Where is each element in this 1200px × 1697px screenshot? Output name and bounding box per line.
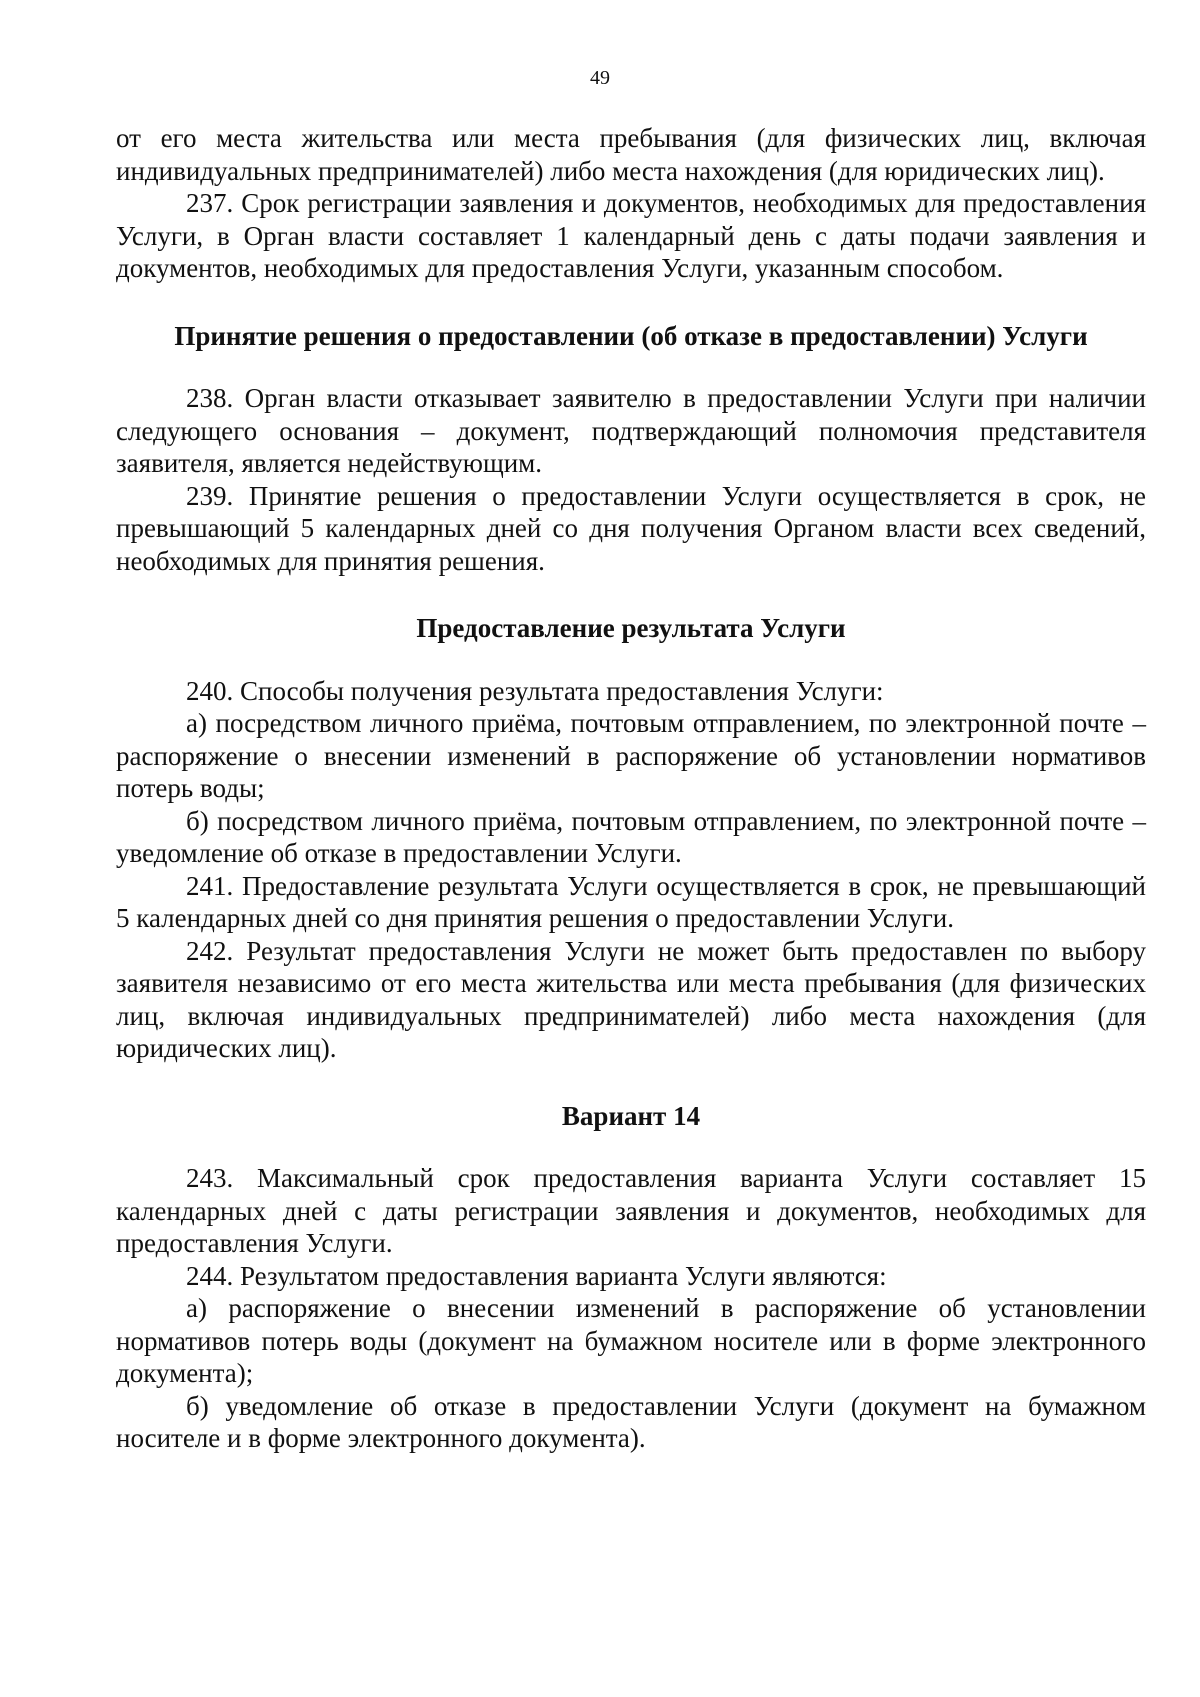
paragraph-242: 242. Результат предоставления Услуги не может быть предоставлен по выбору заявителя независимо от его места жительства или места пребывания (для физических лиц, включая индивидуальных предпринимателей) либо места нахождения (для юридических лиц). [116, 935, 1146, 1063]
spacer [116, 1065, 1146, 1100]
spacer [116, 577, 1146, 612]
paragraph-237: 237. Срок регистрации заявления и документов, необходимых для предоставления Услуги, в Орган власти составляет 1 календарный день с даты подачи заявления и документов, необходимых для предоставления Услуги, указанным способом. [116, 188, 1146, 283]
spacer [116, 285, 1146, 320]
paragraph-238: 238. Орган власти отказывает заявителю в предоставлении Услуги при наличии следующего основания – документ, подтверждающий полномочия представителя заявителя, является недействующим. [116, 383, 1146, 478]
paragraph-continuation: от его места жительства или места пребывания (для физических лиц, включая индивидуальных предпринимателей) либо места нахождения (для юридических лиц). [116, 123, 1146, 186]
paragraph-243: 243. Максимальный срок предоставления варианта Услуги составляет 15 календарных дней с даты регистрации заявления и документов, необходимых для предоставления Услуги. [116, 1163, 1146, 1258]
page-number: 49 [590, 67, 610, 89]
paragraph-241: 241. Предоставление результата Услуги осуществляется в срок, не превышающий 5 календарных дней со дня принятия решения о предоставлении Услуги. [116, 870, 1146, 933]
section-heading-result: Предоставление результата Услуги [416, 613, 846, 643]
paragraph-240-b: б) посредством личного приёма, почтовым отправлением, по электронной почте – уведомление об отказе в предоставлении Услуги. [116, 805, 1146, 868]
spacer [116, 352, 1146, 382]
section-heading-variant-14: Вариант 14 [561, 1100, 701, 1131]
paragraph-244: 244. Результатом предоставления варианта Услуги являются: [186, 1260, 887, 1291]
paragraph-239: 239. Принятие решения о предоставлении Услуги осуществляется в срок, не превышающий 5 календарных дней со дня получения Органом власти всех сведений, необходимых для принятия решения. [116, 480, 1146, 576]
paragraph-244-a: а) распоряжение о внесении изменений в распоряжение об установлении нормативов потерь воды (документ на бумажном носителе или в форме электронного документа); [116, 1293, 1146, 1388]
document-body [116, 122, 1146, 1455]
paragraph-240: 240. Способы получения результата предоставления Услуги: [186, 675, 884, 706]
paragraph-240-a: а) посредством личного приёма, почтовым отправлением, по электронной почте – распоряжение о внесении изменений в распоряжение об установлении нормативов потерь воды; [116, 708, 1146, 803]
spacer [116, 1132, 1146, 1162]
paragraph-244-b: б) уведомление об отказе в предоставлении Услуги (документ на бумажном носителе и в форме электронного документа). [116, 1390, 1146, 1453]
spacer [116, 645, 1146, 675]
section-heading-decision: Принятие решения о предоставлении (об отказе в предоставлении) Услуги [174, 320, 1088, 351]
